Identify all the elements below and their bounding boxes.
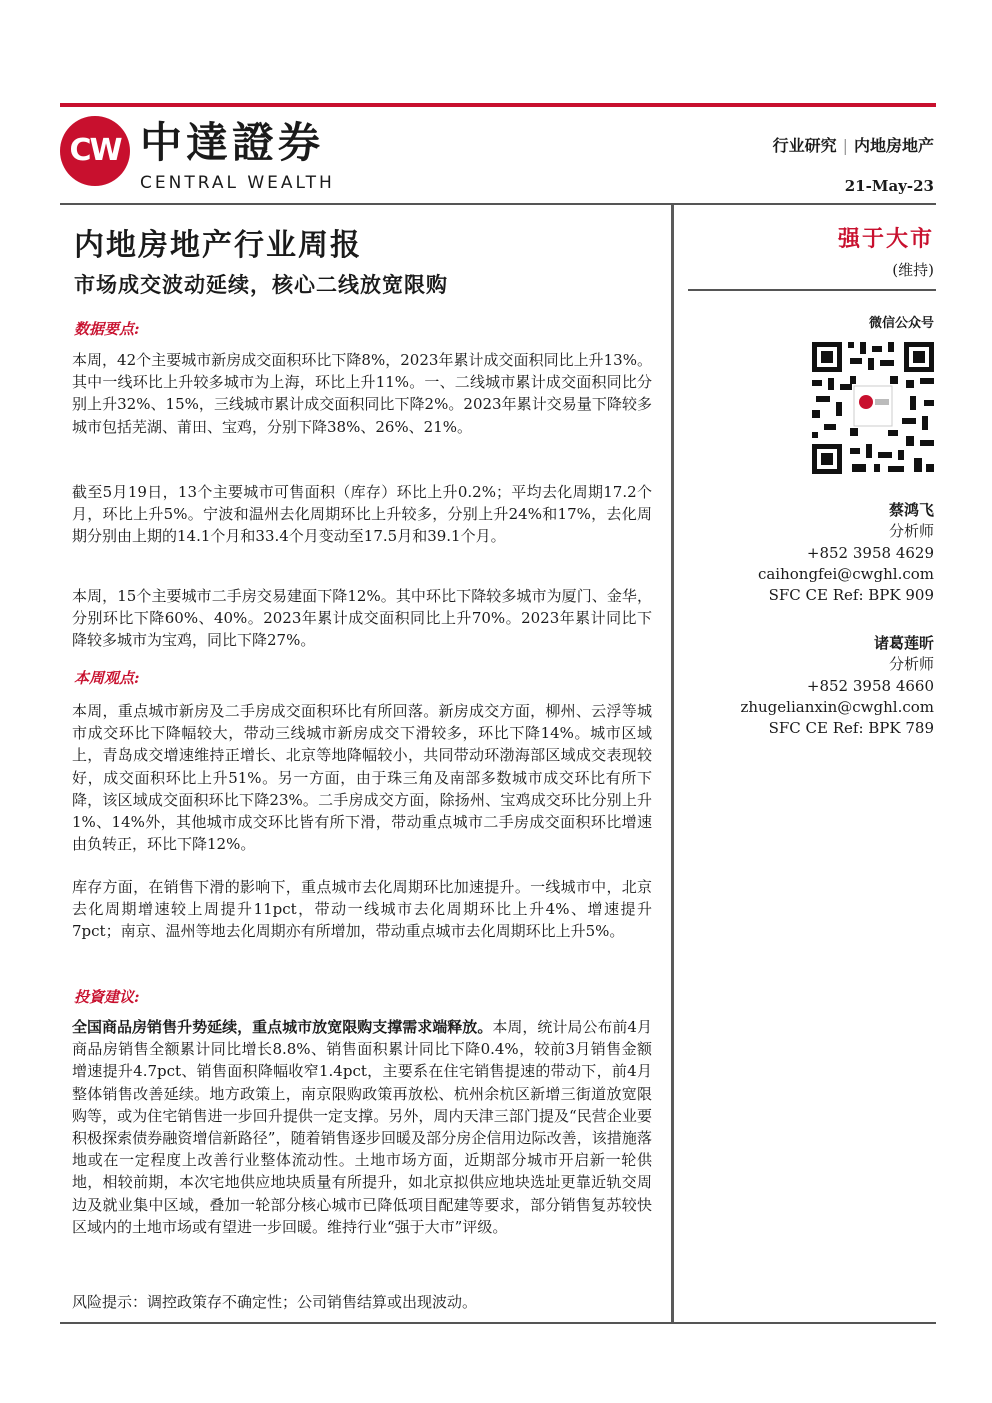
section-heading-invest: 投資建议:: [74, 988, 140, 1006]
category-label: 行业研究: [772, 136, 837, 155]
analyst-name: 蔡鸿飞: [888, 501, 934, 519]
analyst-email[interactable]: zhugelianxin@cwghl.com: [740, 697, 934, 716]
data-paragraph-3: 本周，15个主要城市二手房交易建面下降12%。其中环比下降较多城市为厦门、金华，分别环比下降60%、40%。2023年累计成交面积同比上升70%。2023年累计同比下降较多城市为宝鸡，同比下降27%。: [72, 587, 652, 650]
risk-note: 风险提示：调控政策存不确定性；公司销售结算或出现波动。: [72, 1293, 478, 1311]
analyst-role: 分析师: [888, 522, 934, 541]
analyst-card-2: [740, 633, 934, 739]
analyst-role: 分析师: [888, 655, 934, 674]
sidebar-divider: [688, 289, 936, 291]
report-date: 21-May-23: [844, 177, 934, 195]
rating-note: (维持): [892, 261, 934, 279]
category-separator: |: [842, 136, 848, 155]
sector-label: 内地房地产: [853, 136, 934, 155]
analyst-phone: +852 3958 4629: [806, 543, 934, 562]
report-title: 内地房地产行业周报: [74, 228, 362, 263]
report-subtitle: 市场成交波动延续，核心二线放宽限购: [74, 272, 448, 297]
wechat-label: 微信公众号: [868, 316, 934, 331]
analyst-phone: +852 3958 4660: [806, 676, 934, 695]
invest-lead: 全国商品房销售升势延续，重点城市放宽限购支撑需求端释放。: [72, 1018, 493, 1036]
top-red-rule: [60, 103, 936, 107]
analyst-ref: SFC CE Ref: BPK 909: [768, 586, 934, 605]
brand-name-en: CENTRAL WEALTH: [140, 173, 335, 193]
data-paragraph-1: 本周，42个主要城市新房成交面积环比下降8%，2023年累计成交面积同比上升13%。其中一线环比上升较多城市为上海，环比上升11%。一、二线城市累计成交面积同比分别上升32%、15%，三线城市累计成交面积同比下降2%。2023年累计交易量下降较多城市包括芜湖、莆田、宝鸡，分别下降38%、26%、21%。: [72, 351, 652, 436]
analyst-ref: SFC CE Ref: BPK 789: [768, 719, 934, 738]
column-divider: [671, 205, 674, 1322]
logo-mark: CW: [69, 133, 121, 168]
brand-name-cn: 中達證券: [140, 118, 325, 167]
header-divider: [60, 203, 936, 205]
data-paragraph-2: 截至5月19日，13个主要城市可售面积（库存）环比上升0.2%；平均去化周期17.2个月，环比上升5%。宁波和温州去化周期环比上升较多，分别上升24%和17%，去化周期分别由上期的14.1个月和33.4个月变动至17.5月和39.1个月。: [72, 483, 652, 546]
analyst-email[interactable]: caihongfei@cwghl.com: [757, 564, 934, 583]
section-heading-view: 本周观点:: [74, 669, 140, 687]
view-paragraph-2: 库存方面，在销售下滑的影响下，重点城市去化周期环比加速提升。一线城市中，北京去化周期增速较上周提升11pct，带动一线城市去化周期环比上升4%、增速提升7pct；南京、温州等地去化周期亦有所增加，带动重点城市去化周期环比上升5%。: [72, 878, 652, 941]
report-category: [773, 133, 934, 156]
invest-body: 本周，统计局公布前4月商品房销售全额累计同比增长8.8%、销售面积累计同比下降0.4%，较前3月销售金额增速提升4.7pct、销售面积降幅收窄1.4pct，主要系在住宅销售提速的带动下，前4月整体销售改善延续。地方政策上，南京限购政策再放松、杭州余杭区新增三街道放宽限购等，或为住宅销售进一步回升提供一定支撑。另外，周内天津三部门提及“民营企业要积极探索债券融资增信新路径”，随着销售逐步回暖及部分房企信用边际改善，该措施落地或在一定程度上改善行业整体流动性。土地市场方面，近期部分城市开启新一轮供地，相较前期，本次宅地供应地块质量有所提升，如北京拟供应地块选址更靠近轨交周边及就业集中区域，叠加一轮部分核心城市已降低项目配建等要求，部分销售复苏较快区域内的土地市场或有望进一步回暖。维持行业“强于大市”评级。: [72, 1018, 652, 1236]
rating-label: 强于大市: [837, 226, 934, 252]
view-paragraph-1: 本周，重点城市新房及二手房成交面积环比有所回落。新房成交方面，柳州、云浮等城市成交环比下降幅较大，带动三线城市新房成交下滑较多，环比下降14%。城市区域上，青岛成交增速维持正增长、北京等地降幅较小，共同带动环渤海部区域成交表现较好，成交面积环比上升51%。另一方面，由于珠三角及南部多数城市成交环比有所下降，该区域成交面积环比下降23%。二手房成交方面，除扬州、宝鸡成交环比分别上升1%、14%外，其他城市成交环比皆有所下滑，带动重点城市二手房成交面积环比增速由负转正，环比下降12%。: [72, 702, 652, 854]
section-heading-data: 数据要点:: [74, 320, 140, 338]
analyst-card-1: [758, 500, 934, 606]
bottom-divider: [60, 1322, 936, 1324]
qr-code-icon[interactable]: [810, 340, 936, 476]
analyst-name: 诸葛莲昕: [873, 634, 934, 652]
invest-paragraph: [72, 1016, 652, 1238]
